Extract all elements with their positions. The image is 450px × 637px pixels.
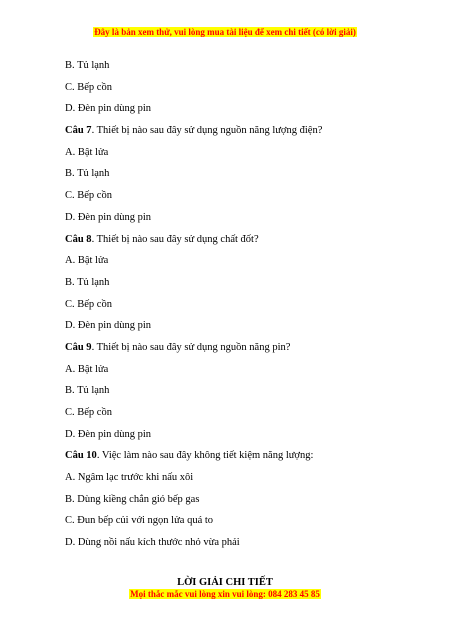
q10-option-d: D. Dùng nồi nấu kích thước nhỏ vừa phải (65, 537, 240, 549)
preview-banner-text: Đây là bản xem thử, vui lòng mua tài liệu để xem chi tiết (có lời giải) (94, 27, 356, 37)
question-9-text: . Thiết bị nào sau đây sử dụng nguồn năng pin? (91, 341, 291, 353)
question-10-text: . Việc làm nào sau đây không tiết kiệm năng lượng: (96, 450, 314, 462)
solution-heading: LỜI GIẢI CHI TIẾT (177, 577, 273, 588)
question-9 (65, 337, 405, 359)
q10-option-c: C. Đun bếp củi với ngọn lửa quá to (65, 515, 214, 527)
contact-footer (0, 588, 450, 600)
document-body (65, 55, 405, 554)
question-8-text: . Thiết bị nào sau đây sử dụng chất đốt? (91, 233, 259, 245)
q7-option-a: A. Bật lửa (65, 146, 109, 158)
q8-option-b: B. Tủ lạnh (65, 276, 110, 288)
q7-option-b: B. Tủ lạnh (65, 168, 110, 180)
question-8 (65, 229, 405, 251)
q10-option-a: A. Ngâm lạc trước khi nấu xôi (65, 472, 194, 484)
question-10-number: Câu 10 (65, 450, 97, 462)
q10-option-b: B. Dùng kiềng chắn gió bếp gas (65, 493, 200, 505)
q7-option-c: C. Bếp cồn (65, 190, 112, 202)
q7-option-d: D. Đèn pin dùng pin (65, 211, 152, 223)
contact-footer-text: Mọi thắc mắc vui lòng xin vui lòng: 084 283 45 85 (130, 589, 320, 599)
q8-option-a: A. Bật lửa (65, 255, 109, 267)
q6-option-d: D. Đèn pin dùng pin (65, 103, 152, 115)
question-10 (65, 445, 405, 467)
q9-option-c: C. Bếp cồn (65, 407, 112, 418)
question-8-number: Câu 8 (65, 233, 92, 245)
q8-option-c: C. Bếp cồn (65, 298, 112, 310)
question-7 (65, 120, 405, 142)
q8-option-d: D. Đèn pin dùng pin (65, 320, 152, 332)
q9-option-d: D. Đèn pin dùng pin (65, 428, 152, 440)
question-7-number: Câu 7 (65, 125, 92, 137)
question-7-text: . Thiết bị nào sau đây sử dụng nguồn năng lượng điện? (91, 125, 323, 137)
q9-option-a: A. Bật lửa (65, 363, 109, 375)
question-9-number: Câu 9 (65, 341, 92, 353)
q9-option-b: B. Tủ lạnh (65, 385, 110, 397)
q6-option-b: B. Tủ lạnh (65, 60, 110, 71)
q6-option-c: C. Bếp cồn (65, 81, 112, 93)
preview-banner (0, 26, 450, 38)
